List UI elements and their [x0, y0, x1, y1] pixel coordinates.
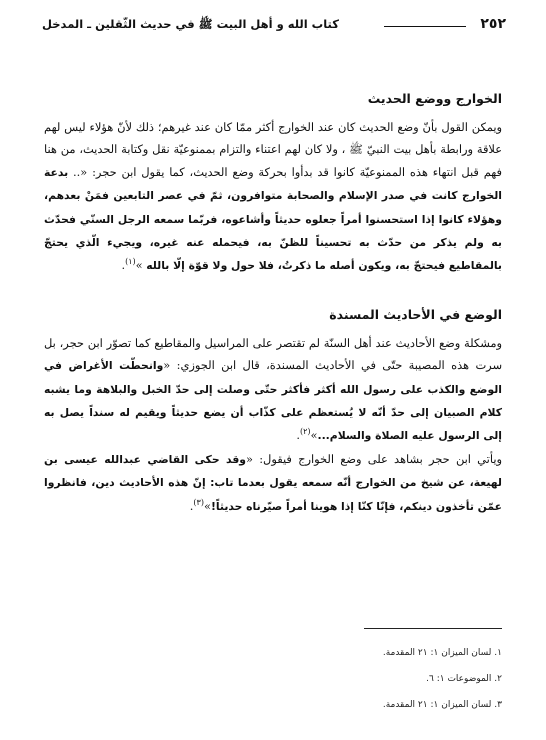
- footnotes: [202, 640, 502, 718]
- paragraph-end: .: [296, 428, 300, 443]
- section-gap: [44, 278, 502, 304]
- footnote-ref: (٢): [299, 427, 311, 437]
- section-heading: الوضع في الأحاديث المسندة: [329, 306, 502, 322]
- paragraph-text: ويمكن القول بأنّ وضع الحديث كان عند الخوارج أكثر ممّا كان عند غيرهم؛ ذلك لأنّ هؤلاء ليس لهم علاقة ورابطة بأهل بيت النبيّ ﷺ ، ولا كان لهم اعتناء والتزام بممنوعيّة نقل وكتابة الحديث، من هنا فهم قبل انتهاء هذه الممنوعيّة كانوا قد بدأوا بحركة وضع الحديث، كما يقول ابن حجر: «..: [44, 120, 502, 179]
- quotation: بدعة الخوارج كانت في صدر الإسلام والصحابة متوافرون، ثمّ في عصر التابعين فمَنْ بعدهم، وهؤلاء كانوا إذا استحسنوا أمراً جعلوه حديثاً وأشاعوه، فربّما سمعه الرجل السنّي فحدّث به ولم يذكر من حدّث به تحسيناً للظنّ به، فيحمله عنه غيره، ويجيء الّذي يحتجّ بالمقاطيع فيحتجّ به، ويكون أصله ما ذكرتُ، فلا حول ولا قوّة إلّا بالله: [44, 165, 502, 273]
- paragraph: [44, 332, 502, 448]
- header-rule: [384, 26, 466, 27]
- footnote-rule: [364, 628, 502, 629]
- page-number: ٢٥٢: [480, 16, 506, 32]
- quotation: وقد حكى القاضي عبدالله عيسى بن لهيعة، عن شيخ من الخوارج أنّه سمعه يقول بعدما تاب: إنّ هذه الأحاديث دين، فانظروا عمّن تأخذون دينكم، فإنّا كنّا إذا هوينا أمراً صيّرناه حديثاً!: [44, 452, 502, 513]
- paragraph-end: .: [189, 498, 194, 513]
- footnote: ٢. الموضوعات ١: ٦.: [426, 674, 502, 684]
- paragraph: [44, 116, 502, 278]
- paragraph: [44, 448, 502, 518]
- quote-close: »: [203, 498, 211, 513]
- quotation: وانحطّت الأغراض في الوضع والكذب على رسول الله أكثر فأكثر حتّى وصلت إلى حدّ الخبل والبلاهة وما يشبه كلام الصبيان إلى حدّ أنّه لا يُستعظم على كذّاب أن يضع حديثاً ويقيم له سنداً يصل به إلى الرسول عليه الصلاة والسلام...: [44, 359, 502, 443]
- quote-close: »: [310, 428, 318, 443]
- paragraph-text: ومشكلة وضع الأحاديث عند أهل السنّة لم تقتصر على المراسيل والمقاطيع كما تصوّر ابن حجر، بل سرت هذه المصيبة حتّى في الأحاديث المسندة، قال ابن الجوزي: «: [44, 335, 502, 373]
- running-header: [42, 16, 506, 38]
- footnote-ref: (١): [125, 257, 136, 267]
- footnote: ١. لسان الميزان ١: ٢١ المقدمة.: [382, 648, 502, 658]
- section-heading: الخوارج ووضع الحديث: [367, 91, 502, 106]
- paragraph-end: .: [121, 258, 126, 273]
- footnote-ref: (٣): [193, 497, 204, 507]
- running-title: كتاب الله و أهل البيت ﷺ في حديث الثّقلين ـ المدخل: [42, 17, 339, 31]
- paragraph-text: ويأتي ابن حجر بشاهد على وضع الخوارج فيقول: «: [246, 451, 502, 466]
- footnote: ٣. لسان الميزان ١: ٢١ المقدمة.: [382, 700, 502, 710]
- main-text: [44, 88, 502, 518]
- quote-close: »: [135, 258, 147, 273]
